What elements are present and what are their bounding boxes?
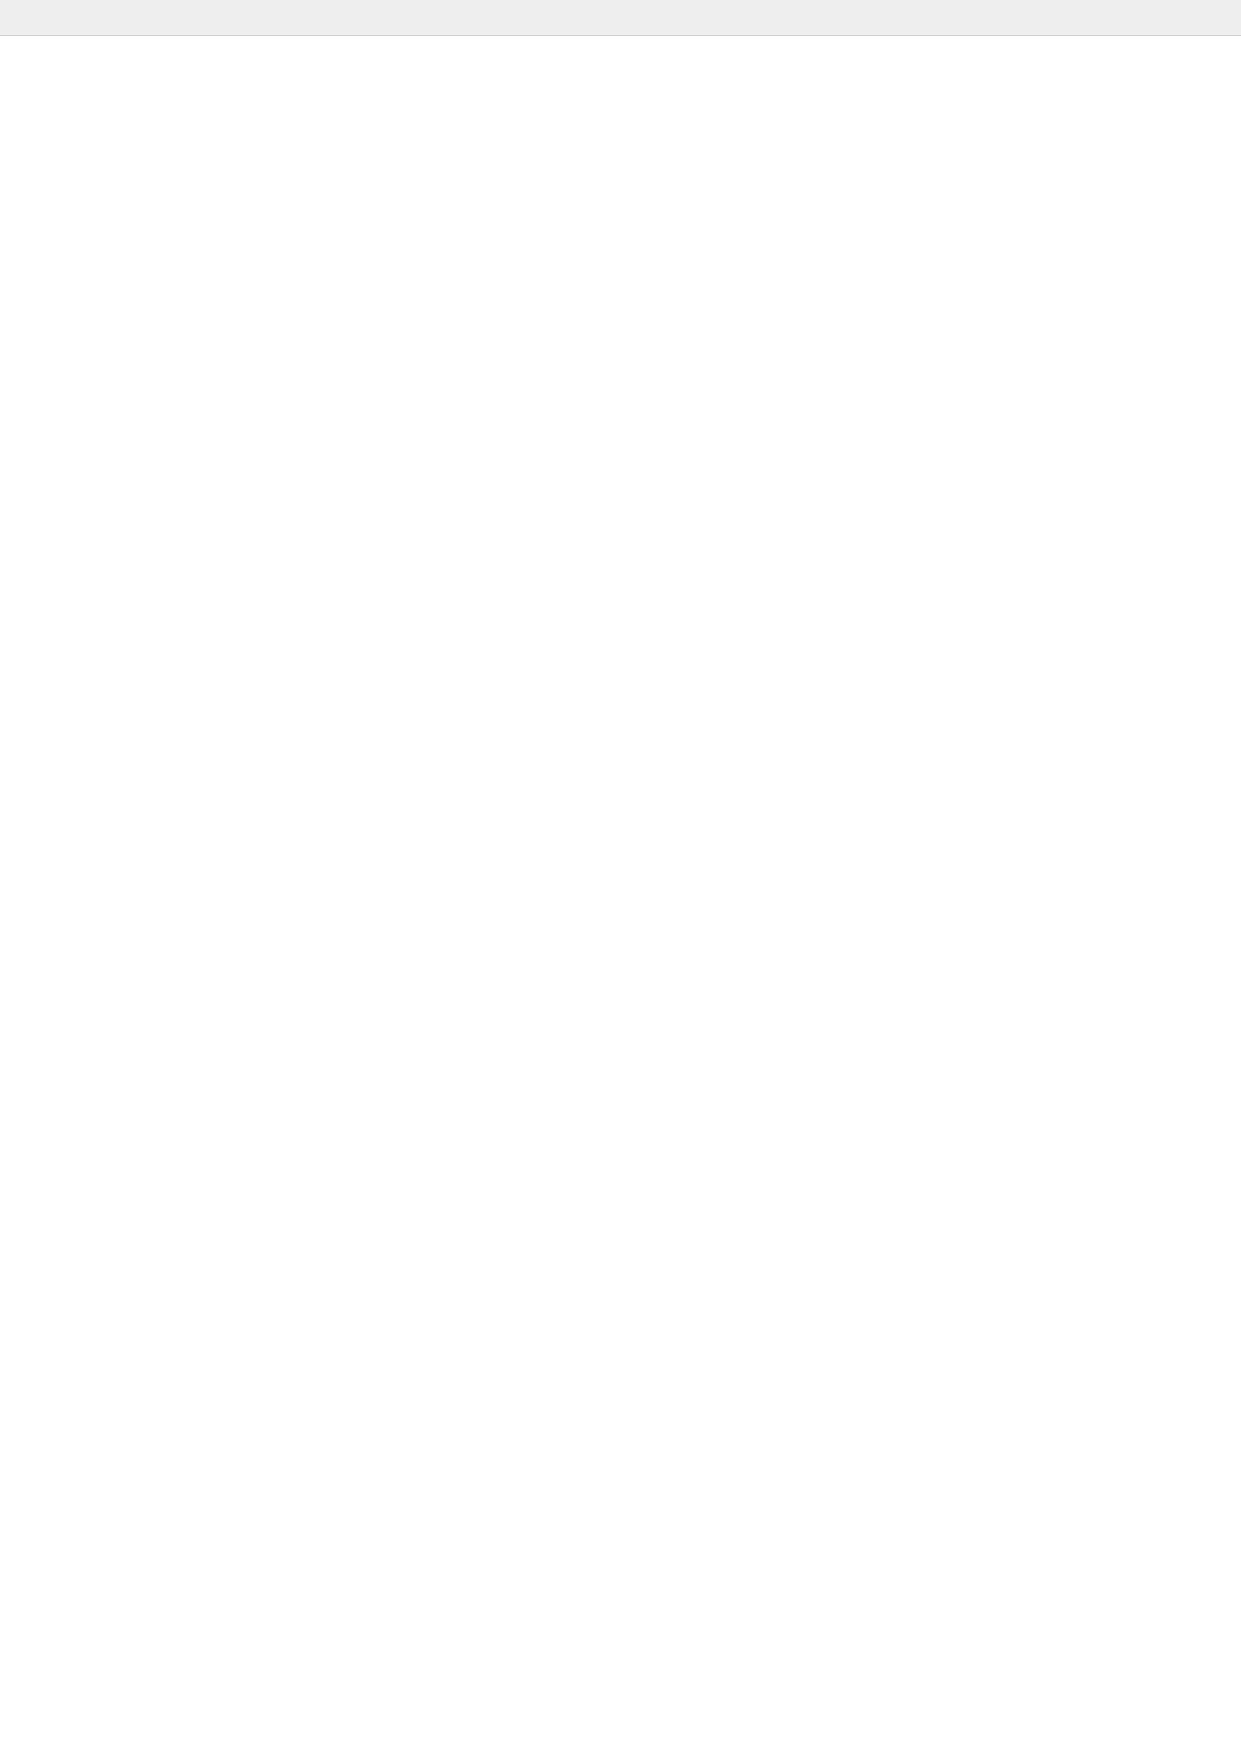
main-content-area	[0, 36, 1241, 1754]
title-bar	[0, 0, 1241, 36]
